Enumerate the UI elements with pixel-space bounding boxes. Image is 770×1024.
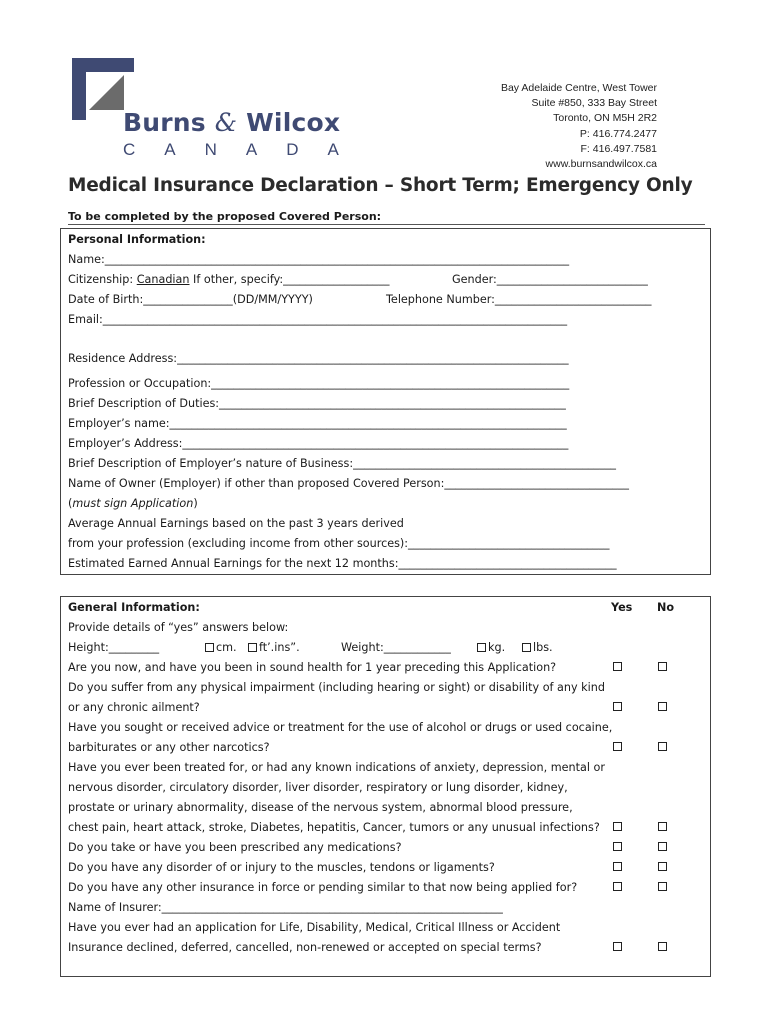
kg-option[interactable]: kg. bbox=[477, 641, 505, 655]
ftins-checkbox[interactable] bbox=[248, 643, 257, 652]
dob-field[interactable]: Date of Birth:________________(DD/MM/YYYY) bbox=[68, 293, 313, 306]
profession-field[interactable]: Profession or Occupation:________________________________________________________________ bbox=[68, 377, 570, 390]
citizenship-value: Canadian bbox=[136, 273, 190, 286]
question-alcohol-drugs-cont: barbiturates or any other narcotics? bbox=[68, 741, 270, 754]
email-field[interactable]: Email:___________________________________________________________________________________ bbox=[68, 313, 568, 326]
no-column-header: No bbox=[657, 601, 675, 614]
sound-health-yes-checkbox[interactable] bbox=[613, 662, 622, 671]
address-line: Toronto, ON M5H 2R2 bbox=[553, 112, 657, 125]
declined-yes-checkbox[interactable] bbox=[613, 942, 622, 951]
cm-checkbox[interactable] bbox=[205, 643, 214, 652]
employer-name-field[interactable]: Employer’s name:_______________________________________________________________________ bbox=[68, 417, 567, 430]
business-field[interactable]: Brief Description of Employer’s nature of Business:_______________________________________________ bbox=[68, 457, 617, 470]
question-conditions: Have you ever been treated for, or had any known indications of anxiety, depression, mental or bbox=[68, 761, 605, 774]
telephone-field[interactable]: Telephone Number:____________________________ bbox=[386, 293, 652, 306]
kg-checkbox[interactable] bbox=[477, 643, 486, 652]
address-line: Bay Adelaide Centre, West Tower bbox=[500, 82, 657, 94]
insurer-name-field[interactable]: Name of Insurer:_____________________________________________________________ bbox=[68, 901, 503, 914]
question-other-insurance: Do you have any other insurance in force or pending similar to that now being applied for? bbox=[68, 881, 578, 894]
medications-no-checkbox[interactable] bbox=[658, 842, 667, 851]
owner-field[interactable]: Name of Owner (Employer) if other than proposed Covered Person:_________________________________ bbox=[68, 477, 629, 490]
question-muscles: Do you have any disorder of or injury to the muscles, tendons or ligaments? bbox=[68, 861, 495, 874]
question-alcohol-drugs: Have you sought or received advice or treatment for the use of alcohol or drugs or used cocaine, bbox=[68, 721, 613, 734]
conditions-no-checkbox[interactable] bbox=[658, 822, 667, 831]
alcohol-drugs-no-checkbox[interactable] bbox=[658, 742, 667, 751]
ftins-option[interactable]: ft’.ins”. bbox=[248, 641, 300, 655]
medications-yes-checkbox[interactable] bbox=[613, 842, 622, 851]
earnings-label: Average Annual Earnings based on the past 3 years derived bbox=[68, 517, 404, 530]
question-conditions-cont: nervous disorder, circulatory disorder, liver disorder, respiratory or lung disorder, kidney, bbox=[68, 781, 568, 794]
must-sign-note: (must sign Application) bbox=[68, 497, 198, 510]
form-subtitle: To be completed by the proposed Covered Person: bbox=[68, 210, 705, 225]
residence-field[interactable]: Residence Address:______________________________________________________________________ bbox=[68, 352, 569, 365]
personal-info-heading: Personal Information: bbox=[68, 233, 206, 246]
other-insurance-no-checkbox[interactable] bbox=[658, 882, 667, 891]
question-declined: Have you ever had an application for Life, Disability, Medical, Critical Illness or Accident bbox=[68, 921, 561, 934]
question-impairment-cont: or any chronic ailment? bbox=[68, 701, 200, 714]
lbs-checkbox[interactable] bbox=[522, 643, 531, 652]
company-name: Burns & Wilcox bbox=[123, 108, 341, 137]
weight-field[interactable]: Weight:____________ bbox=[341, 641, 451, 654]
gender-field[interactable]: Gender:___________________________ bbox=[452, 273, 648, 286]
form-title: Medical Insurance Declaration – Short Term; Emergency Only bbox=[68, 175, 693, 196]
citizenship-other: If other, specify:___________________ bbox=[189, 273, 390, 286]
other-insurance-yes-checkbox[interactable] bbox=[613, 882, 622, 891]
declined-no-checkbox[interactable] bbox=[658, 942, 667, 951]
citizenship-label: Citizenship: bbox=[68, 273, 137, 286]
duties-field[interactable]: Brief Description of Duties:______________________________________________________________ bbox=[68, 397, 566, 410]
impairment-no-checkbox[interactable] bbox=[658, 702, 667, 711]
employer-address-field[interactable]: Employer’s Address:_____________________________________________________________________ bbox=[68, 437, 569, 450]
fax: F: 416.497.7581 bbox=[580, 142, 657, 155]
impairment-yes-checkbox[interactable] bbox=[613, 702, 622, 711]
estimated-earnings-field[interactable]: Estimated Earned Annual Earnings for the next 12 months:_______________________________________ bbox=[68, 557, 617, 570]
provide-details-note: Provide details of “yes” answers below: bbox=[68, 621, 289, 634]
phone: P: 416.774.2477 bbox=[579, 127, 657, 140]
conditions-yes-checkbox[interactable] bbox=[613, 822, 622, 831]
question-impairment: Do you suffer from any physical impairment (including hearing or sight) or disability of any kind bbox=[68, 681, 605, 694]
cm-option[interactable]: cm. bbox=[205, 641, 237, 655]
website-link[interactable]: www.burnsandwilcox.ca bbox=[545, 158, 657, 171]
question-conditions-cont: prostate or urinary abnormality, disease of the nervous system, abnormal blood pressure, bbox=[68, 801, 573, 814]
question-declined-cont: Insurance declined, deferred, cancelled, non-renewed or accepted on special terms? bbox=[68, 941, 542, 954]
muscles-yes-checkbox[interactable] bbox=[613, 862, 622, 871]
muscles-no-checkbox[interactable] bbox=[658, 862, 667, 871]
citizenship-field[interactable] bbox=[68, 273, 389, 287]
lbs-option[interactable]: lbs. bbox=[522, 641, 553, 655]
height-field[interactable]: Height:_________ bbox=[68, 641, 160, 654]
sound-health-no-checkbox[interactable] bbox=[658, 662, 667, 671]
question-conditions-cont: chest pain, heart attack, stroke, Diabetes, hepatitis, Cancer, tumors or any unusual infections? bbox=[68, 821, 600, 834]
company-name-sub: CANADA bbox=[123, 140, 368, 159]
yes-column-header: Yes bbox=[611, 601, 633, 614]
question-sound-health: Are you now, and have you been in sound health for 1 year preceding this Application? bbox=[68, 661, 557, 674]
question-medications: Do you take or have you been prescribed any medications? bbox=[68, 841, 402, 854]
general-info-heading: General Information: bbox=[68, 601, 200, 614]
company-address bbox=[501, 81, 657, 172]
name-field[interactable]: Name:___________________________________________________________________________________ bbox=[68, 253, 570, 266]
earnings-field[interactable]: from your profession (excluding income from other sources):____________________________________ bbox=[68, 537, 610, 550]
address-line: Suite #850, 333 Bay Street bbox=[531, 97, 657, 110]
alcohol-drugs-yes-checkbox[interactable] bbox=[613, 742, 622, 751]
